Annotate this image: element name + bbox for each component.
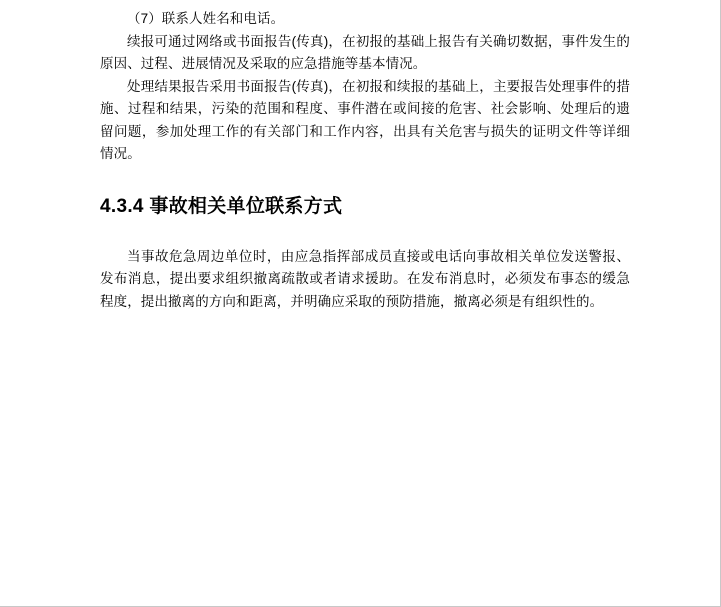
- paragraph-contact-item: （7）联系人姓名和电话。: [127, 11, 285, 26]
- paragraph-chulijieguo: 处理结果报告采用书面报告(传真)，在初报和续报的基础上，主要报告处理事件的措施、过程和结果，污染的范围和程度、事件潜在或间接的危害、社会影响、处理后的遗留问题，参加处理工作的有关部门和工作内容，出具有关危害与损失的证明文件等详细情况。: [100, 78, 630, 161]
- paragraph-group-bottom: [100, 246, 630, 314]
- section-heading-4-3-4: 4.3.4 事故相关单位联系方式: [100, 195, 343, 217]
- section-heading-block: [100, 194, 630, 220]
- paragraph-emergency-contact: 当事故危急周边单位时，由应急指挥部成员直接或电话向事故相关单位发送警报、发布消息，提出要求组织撤离疏散或者请求援助。在发布消息时，必须发布事态的缓急程度，提出撤离的方向和距离，并明确应采取的预防措施，撤离必须是有组织性的。: [100, 248, 630, 309]
- document-content: [100, 8, 630, 313]
- paragraph-group-top: [100, 8, 630, 166]
- paragraph-xubao: 续报可通过网络或书面报告(传真)，在初报的基础上报告有关确切数据，事件发生的原因、过程、进展情况及采取的应急措施等基本情况。: [100, 33, 630, 71]
